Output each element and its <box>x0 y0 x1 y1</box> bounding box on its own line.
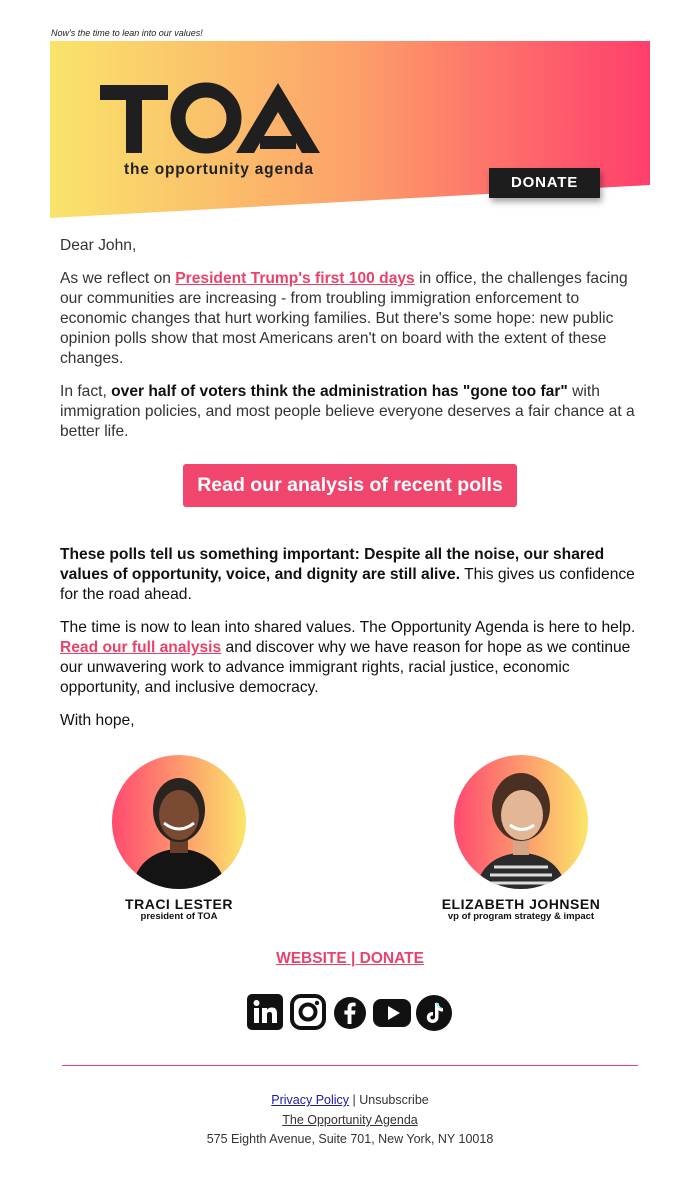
p2-bold-text: over half of voters think the administration has "gone too far" <box>111 383 568 400</box>
p4-text-start: The time is now to lean into shared values. The Opportunity Agenda is here to help. <box>60 619 636 636</box>
paragraph-1 <box>60 269 642 369</box>
linkedin-icon[interactable] <box>247 994 283 1035</box>
links-separator: | <box>346 950 360 967</box>
signature-elizabeth <box>391 755 651 922</box>
read-analysis-button[interactable]: Read our analysis of recent polls <box>183 464 517 507</box>
p3-bold-text: These polls tell us something important: Despite all the noise, our shared values of opportunity, voice, and dignity are still alive. <box>60 546 605 583</box>
footer-divider <box>62 1065 638 1066</box>
footer-address: 575 Eighth Avenue, Suite 701, New York, NY 10018 <box>206 1132 494 1146</box>
closing-text: With hope, <box>60 712 135 729</box>
p2-text-start: In fact, <box>60 383 112 400</box>
greeting <box>60 236 642 256</box>
first-100-days-link[interactable]: President Trump's first 100 days <box>175 270 415 287</box>
paragraph-2 <box>60 382 642 442</box>
header-donate-button[interactable]: DONATE <box>489 168 600 198</box>
footer-line-1 <box>0 1093 700 1107</box>
p1-text-end: in office, the challenges facing our communities are increasing - from troubling immigration enforcement to economic changes that hurt working families. But there's some hope: new public opinion polls show that most Americans aren't on board with the extent of these changes. <box>60 270 628 367</box>
full-analysis-link[interactable]: Read our full analysis <box>60 639 222 656</box>
org-name-link[interactable]: The Opportunity Agenda <box>282 1113 418 1127</box>
toa-logo[interactable] <box>100 80 320 160</box>
preheader-text: Now's the time to lean into our values! <box>51 28 203 38</box>
p3-text-end: This gives us confidence for the road ahead. <box>60 566 635 603</box>
traci-lester-name: TRACI LESTER <box>125 896 233 912</box>
paragraph-4 <box>60 618 642 698</box>
footer-line-2 <box>0 1113 700 1127</box>
unsubscribe-link[interactable]: Unsubscribe <box>359 1093 429 1107</box>
donate-link[interactable]: DONATE <box>359 950 424 967</box>
footer-separator: | <box>349 1093 360 1107</box>
elizabeth-johnsen-name: ELIZABETH JOHNSEN <box>441 896 601 912</box>
p2-text-end: with immigration policies, and most people believe everyone deserves a fair chance at a better life. <box>60 383 635 440</box>
p1-text-start: As we reflect on <box>60 270 176 287</box>
elizabeth-johnsen-title: vp of program strategy & impact <box>447 911 595 922</box>
traci-lester-photo <box>112 755 246 889</box>
closing <box>60 711 642 731</box>
tiktok-icon[interactable] <box>416 995 452 1036</box>
website-link[interactable]: WEBSITE <box>276 950 347 967</box>
elizabeth-johnsen-photo <box>454 755 588 889</box>
paragraph-3 <box>60 545 642 605</box>
privacy-policy-link[interactable]: Privacy Policy <box>271 1093 350 1107</box>
signature-traci <box>49 755 309 922</box>
traci-lester-title: president of TOA <box>140 911 218 922</box>
p4-text-end: and discover why we have reason for hope as we continue our unwavering work to advance immigrant rights, racial justice, economic opportunity, and inclusive democracy. <box>60 639 631 696</box>
tagline: the opportunity agenda <box>124 161 314 178</box>
greeting-text: Dear John, <box>60 237 137 254</box>
instagram-icon[interactable] <box>290 994 326 1035</box>
footer-links <box>0 950 700 968</box>
youtube-icon[interactable] <box>373 999 411 1032</box>
facebook-icon[interactable] <box>334 997 366 1034</box>
